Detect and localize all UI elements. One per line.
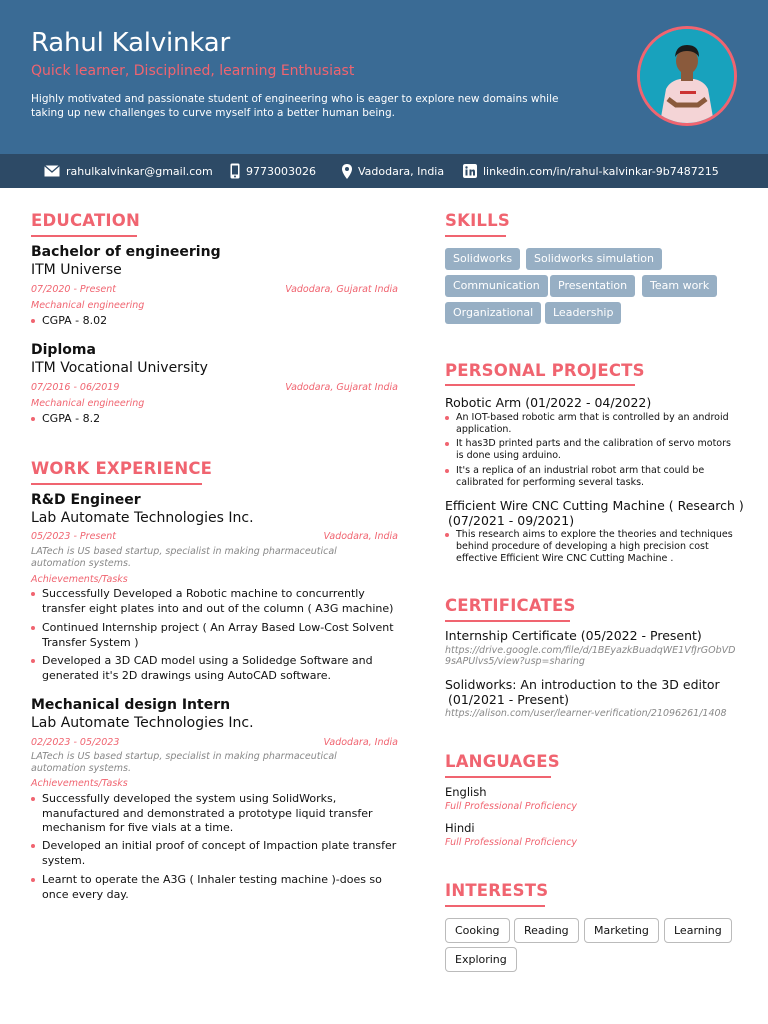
- edu-school: ITM Universe: [31, 262, 122, 278]
- contact-phone[interactable]: [230, 154, 316, 188]
- certificate-title: Internship Certificate (05/2022 - Present): [445, 628, 702, 643]
- interest-tag: Marketing: [584, 918, 659, 943]
- skill-tag: Leadership: [545, 302, 621, 324]
- project-title: Efficient Wire CNC Cutting Machine ( Research ): [445, 498, 744, 513]
- job-location: Vadodara, India: [323, 531, 398, 542]
- project-title: Robotic Arm (01/2022 - 04/2022): [445, 395, 652, 410]
- skill-tag: Team work: [642, 275, 717, 297]
- job-bullet: Successfully developed the system using SolidWorks, manufactured and demonstrated a prototype liquid transfer mechanism for five vials at a time.: [31, 792, 403, 836]
- tagline: Quick learner, Disciplined, learning Enthusiast: [31, 63, 355, 79]
- certificate-title: Solidworks: An introduction to the 3D editor: [445, 677, 720, 692]
- skills-underline: [445, 235, 506, 237]
- skills-title: SKILLS: [445, 211, 510, 230]
- job-location: Vadodara, India: [323, 737, 398, 748]
- interest-tag: Exploring: [445, 947, 517, 972]
- edu-bullet: CGPA - 8.2: [31, 412, 100, 427]
- project-bullet: It has3D printed parts and the calibration of servo motors is done using arduino.: [445, 438, 737, 462]
- job-bullet: Developed an initial proof of concept of Impaction plate transfer system.: [31, 839, 403, 868]
- work-underline: [31, 483, 202, 485]
- contact-email[interactable]: [44, 154, 213, 188]
- interests-title: INTERESTS: [445, 881, 549, 900]
- person-name: Rahul Kalvinkar: [31, 28, 230, 58]
- edu-dates: 07/2016 - 06/2019: [31, 382, 120, 393]
- job-bullet: Continued Internship project ( An Array Based Low-Cost Solvent Transfer System ): [31, 621, 403, 650]
- interest-tag: Reading: [514, 918, 579, 943]
- skill-tag: Organizational: [445, 302, 541, 324]
- job-company: Lab Automate Technologies Inc.: [31, 510, 254, 526]
- work-title: WORK EXPERIENCE: [31, 459, 213, 478]
- email-text: rahulkalvinkar@gmail.com: [66, 164, 213, 178]
- edu-location: Vadodara, Gujarat India: [285, 382, 398, 393]
- projects-title: PERSONAL PROJECTS: [445, 361, 645, 380]
- interest-tag: Cooking: [445, 918, 510, 943]
- job-ach-label: Achievements/Tasks: [31, 778, 128, 789]
- education-title: EDUCATION: [31, 211, 140, 230]
- profile-photo: [637, 26, 737, 126]
- education-underline: [31, 235, 137, 237]
- header-banner: [0, 0, 768, 154]
- edu-field: Mechanical engineering: [31, 300, 145, 311]
- location-pin-icon: [342, 164, 352, 179]
- job-ach-label: Achievements/Tasks: [31, 574, 128, 585]
- certificate-link[interactable]: https://drive.google.com/file/d/1BEyazkBuadqWE1VfJrGObVD9sAPUlvs5/view?usp=sharing: [445, 645, 736, 667]
- job-desc: LATech is US based startup, specialist in making pharmaceutical automation systems.: [31, 751, 337, 774]
- language-level: Full Professional Proficiency: [445, 801, 578, 812]
- contact-bar: [0, 154, 768, 188]
- languages-title: LANGUAGES: [445, 752, 560, 771]
- summary: Highly motivated and passionate student of engineering who is eager to explore new domains while taking up new challenges to curve myself into a better human being.: [31, 93, 559, 119]
- job-dates: 05/2023 - Present: [31, 531, 116, 542]
- project-dates: (07/2021 - 09/2021): [448, 513, 575, 528]
- job-dates: 02/2023 - 05/2023: [31, 737, 120, 748]
- linkedin-icon: [463, 164, 477, 178]
- job-bullet: Developed a 3D CAD model using a Solidedge Software and generated it's 2D drawings using AutoCAD software.: [31, 654, 403, 683]
- edu-school: ITM Vocational University: [31, 360, 208, 376]
- contact-linkedin[interactable]: [463, 154, 719, 188]
- project-bullet: This research aims to explore the theories and techniques behind procedure of developing a high precision cost effective Efficient Wire CNC Cutting Machine .: [445, 529, 737, 565]
- skill-tag: Solidworks simulation: [526, 248, 662, 270]
- edu-degree: Diploma: [31, 342, 96, 358]
- contact-location: [342, 154, 444, 188]
- phone-icon: [230, 163, 240, 179]
- edu-bullet: CGPA - 8.02: [31, 314, 107, 329]
- skill-tag: Communication: [445, 275, 548, 297]
- edu-dates: 07/2020 - Present: [31, 284, 116, 295]
- job-bullet: Learnt to operate the A3G ( Inhaler testing machine )-does so once every day.: [31, 873, 403, 902]
- job-company: Lab Automate Technologies Inc.: [31, 715, 254, 731]
- linkedin-text: linkedin.com/in/rahul-kalvinkar-9b7487215: [483, 164, 719, 178]
- interests-underline: [445, 905, 545, 907]
- language-name: English: [445, 785, 487, 799]
- language-name: Hindi: [445, 821, 475, 835]
- job-role: R&D Engineer: [31, 492, 141, 508]
- edu-field: Mechanical engineering: [31, 398, 145, 409]
- edu-location: Vadodara, Gujarat India: [285, 284, 398, 295]
- project-bullet: An IOT-based robotic arm that is controlled by an android application.: [445, 412, 737, 436]
- job-bullet: Successfully Developed a Robotic machine to concurrently transfer eight plates into and out of the column ( A3G machine): [31, 587, 403, 616]
- certificates-underline: [445, 620, 570, 622]
- job-role: Mechanical design Intern: [31, 697, 231, 713]
- certificate-dates: (01/2021 - Present): [448, 692, 570, 707]
- languages-underline: [445, 776, 551, 778]
- phone-text: 9773003026: [246, 164, 316, 178]
- job-desc: LATech is US based startup, specialist in making pharmaceutical automation systems.: [31, 546, 337, 569]
- interest-tag: Learning: [664, 918, 732, 943]
- skill-tag: Solidworks: [445, 248, 520, 270]
- project-bullet: It's a replica of an industrial robot arm that could be calibrated for performing several tasks.: [445, 465, 737, 489]
- certificates-title: CERTIFICATES: [445, 596, 576, 615]
- language-level: Full Professional Proficiency: [445, 837, 578, 848]
- location-text: Vadodara, India: [358, 164, 445, 178]
- certificate-link[interactable]: https://alison.com/user/learner-verification/21096261/1408: [445, 708, 727, 719]
- skill-tag: Presentation: [550, 275, 635, 297]
- edu-degree: Bachelor of engineering: [31, 244, 221, 260]
- projects-underline: [445, 384, 635, 386]
- email-icon: [44, 165, 60, 177]
